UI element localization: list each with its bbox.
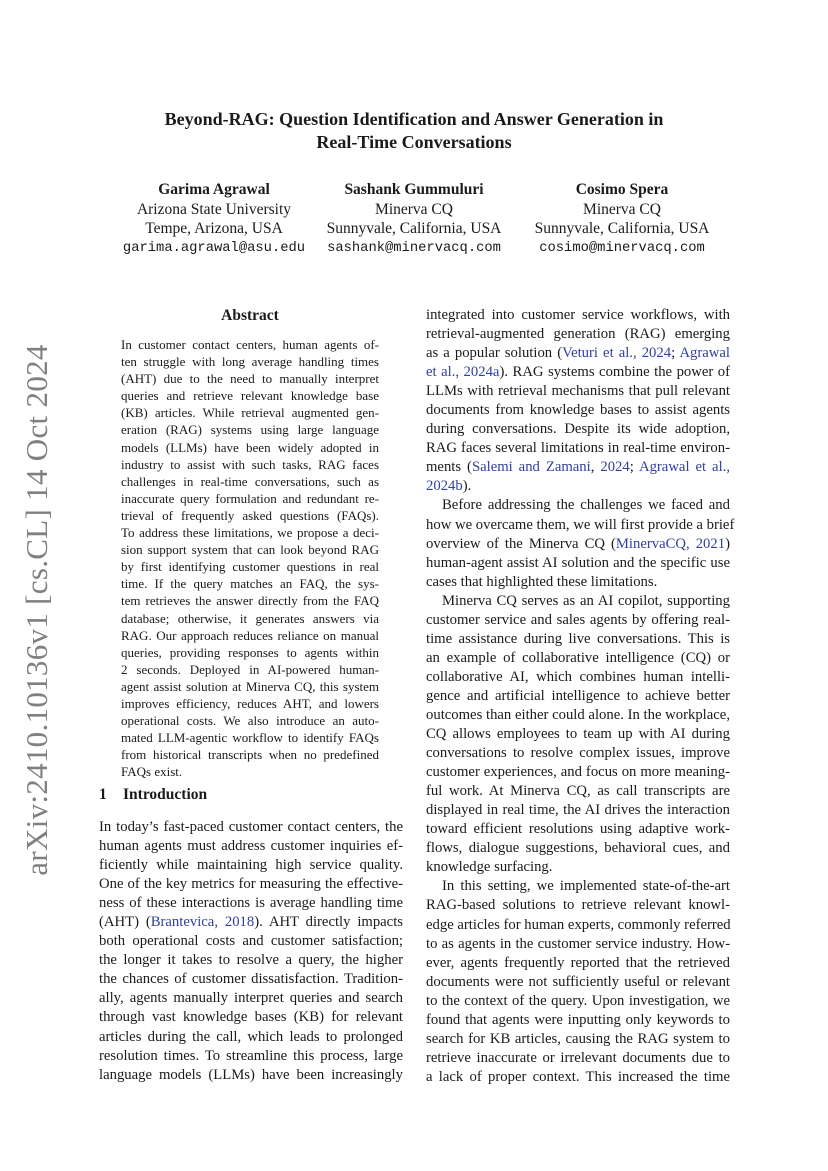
paragraph-line: documents were not sufficiently useful or relevant — [426, 973, 730, 990]
abstract-line: RAG. Our approach reduces reliance on manual — [121, 627, 379, 643]
author-affiliation: Minerva CQ — [375, 200, 453, 218]
text-run: ments ( — [426, 459, 472, 476]
abstract-line: tem retrieves the answer directly from the FAQ — [121, 593, 379, 609]
paper-title-line-1: Beyond-RAG: Question Identification and Answer Generation in — [164, 109, 664, 129]
text-run: ; — [671, 345, 680, 362]
text-run: ). — [462, 478, 472, 495]
abstract-heading: Abstract — [221, 307, 279, 324]
paragraph-line: In today’s fast-paced customer contact centers, the — [99, 819, 403, 835]
citation-link[interactable]: 2024b — [426, 478, 463, 495]
paragraph-line: customer service and sales agents by offering real- — [426, 611, 730, 628]
paragraph-line: flows, dialogue suggestions, behavioral cues, and — [426, 840, 730, 857]
abstract-line: To address these limitations, we propose a deci- — [121, 525, 379, 541]
paragraph-line: ness of these interactions is average handling time — [99, 895, 403, 912]
paragraph-line: ficiently while maintaining high service quality. — [99, 857, 403, 874]
abstract-body — [121, 336, 379, 780]
paragraph-line: In this setting, we implemented state-of-the-art — [442, 878, 730, 895]
text-run: overview of the Minerva CQ ( — [426, 535, 616, 552]
citation-link[interactable]: Salemi and Zamani — [471, 459, 591, 476]
paragraph-line — [426, 477, 730, 496]
paragraph-line: through vast knowledge bases (KB) for relevant — [99, 1009, 403, 1026]
paragraph-line — [426, 535, 730, 554]
author-email[interactable]: cosimo@minervacq.com — [539, 241, 705, 257]
paragraph-line: an example of collaborative intelligence (CQ) or — [426, 649, 730, 666]
citation-link[interactable]: Veturi et al., 2024 — [562, 345, 672, 362]
abstract-line: sion support system that can look beyond RAG — [121, 542, 379, 558]
paragraph-line: conversations to resolve complex issues, improve — [426, 745, 730, 762]
text-run: , — [590, 459, 601, 476]
paragraph-line — [99, 913, 403, 932]
paragraph-line: CQ allows employees to team up with AI during — [426, 726, 730, 743]
author-name: Cosimo Spera — [575, 181, 669, 198]
citation-link[interactable]: Agrawal — [679, 345, 731, 362]
arxiv-identifier-stamp: arXiv:2410.10136v1 [cs.CL] 14 Oct 2024 — [19, 344, 54, 876]
abstract-line: eration (RAG) systems using large language — [121, 422, 379, 438]
paragraph-line: the chances of customer dissatisfaction. Tradition- — [99, 971, 403, 988]
paragraph-line: gence and artificial intelligence to achieve better — [426, 687, 730, 704]
right-column-body — [426, 306, 735, 1087]
paper-title — [100, 108, 728, 154]
abstract-line: agent assist solution at Minerva CQ, this system — [121, 678, 379, 694]
section-heading-introduction — [99, 786, 207, 804]
abstract-line: FAQs exist. — [121, 764, 183, 780]
citation-link[interactable]: 2024 — [600, 459, 630, 476]
abstract-line: ten struggle with long average handling times — [121, 354, 379, 370]
paragraph-line: Minerva CQ serves as an AI copilot, supporting — [442, 592, 730, 609]
citation-link[interactable]: MinervaCQ, 2021 — [615, 535, 726, 552]
paragraph-line: RAG faces several limitations in real-time environ- — [426, 440, 730, 457]
abstract-line: trieval of frequently asked questions (FAQs). — [121, 507, 379, 523]
abstract-line: 2 seconds. Deployed in AI-powered human- — [121, 661, 379, 677]
text-run: ). AHT directly impacts — [254, 914, 403, 931]
abstract-line: from historical transcripts when no predefined — [121, 747, 379, 763]
paragraph-line — [426, 458, 730, 477]
paragraph-line: the longer it takes to resolve a query, the higher — [99, 952, 403, 969]
paragraph-line: both operational costs and customer satisfaction; — [99, 933, 403, 950]
abstract-line: time. If the query matches an FAQ, the sys- — [121, 576, 379, 592]
paragraph-line: outcomes than either could alone. In the workplace, — [426, 706, 730, 723]
paragraph-line: language models (LLMs) have been increasingly — [99, 1066, 403, 1083]
abstract-line: queries and retrieve relevant knowledge base — [121, 388, 379, 404]
author-name: Sashank Gummuluri — [344, 181, 484, 198]
citation-link[interactable]: Agrawal et al., — [638, 459, 730, 476]
paragraph-line — [426, 363, 730, 382]
author-block-1 — [106, 180, 322, 259]
paragraph-line: displayed in real time, the AI drives the interaction — [426, 802, 730, 819]
paragraph-line: RAG-based solutions to retrieve relevant knowl- — [426, 897, 730, 914]
paragraph-line: toward efficient resolutions using adaptive work- — [426, 821, 730, 838]
paragraph-line: to as agents in the customer service industry. How- — [426, 935, 730, 952]
paragraph-line: One of the key metrics for measuring the effective- — [99, 876, 403, 893]
paragraph-line: during conversations. Despite its wide adoption, — [426, 421, 730, 438]
abstract-line: In customer contact centers, human agents of- — [121, 337, 379, 352]
paragraph-line: human-agent assist AI solution and the specific use — [426, 554, 730, 571]
paragraph-line: customer experiences, and focus on more meaning- — [426, 764, 730, 781]
author-block-3 — [522, 180, 722, 259]
paragraph-line: collaborative AI, which combines human intelli- — [426, 668, 730, 685]
citation-link[interactable]: Brantevica, 2018 — [150, 914, 255, 931]
paragraph-line: ful work. At Minerva CQ, as call transcripts are — [426, 783, 730, 800]
abstract-line: queries, providing responses to agents within — [121, 644, 379, 660]
author-email[interactable]: garima.agrawal@asu.edu — [122, 241, 306, 257]
paragraph-line: how we overcame them, we will first provide a brief — [426, 516, 735, 533]
abstract-line: (KB) articles. While retrieval augmented gen- — [121, 405, 379, 421]
author-name: Garima Agrawal — [158, 181, 270, 198]
section-number: 1 — [99, 786, 107, 803]
abstract-line: improves efficiency, reduces AHT, and lowers — [121, 695, 379, 711]
paragraph-line: ever, agents frequently reported that the retrieved — [426, 954, 730, 971]
text-run: (AHT) ( — [99, 914, 151, 931]
paragraph-line: retrieve inaccurate or irrelevant documents due to — [426, 1049, 730, 1066]
abstract-line: database; otherwise, it generates answers via — [121, 610, 379, 626]
author-affiliation: Arizona State University — [136, 200, 292, 218]
author-location: Sunnyvale, California, USA — [326, 220, 502, 238]
author-email[interactable]: sashank@minervacq.com — [327, 241, 501, 257]
paragraph-line: resolution times. To streamline this process, large — [99, 1047, 403, 1064]
abstract-line: mated LLM-agentic workflow to identify FAQs — [121, 730, 379, 746]
paragraph-line: integrated into customer service workflows, with — [426, 307, 730, 323]
paragraph-line: Before addressing the challenges we faced and — [442, 497, 730, 514]
paragraph-line: edge articles for human experts, commonly referred — [426, 916, 731, 933]
text-run: as a popular solution ( — [426, 345, 563, 362]
paragraph-line: articles during the call, which leads to prolonged — [99, 1028, 403, 1045]
text-run: ; — [629, 459, 639, 476]
abstract-line: by first identifying customer questions in real — [121, 559, 379, 575]
author-affiliation: Minerva CQ — [583, 200, 661, 218]
abstract-line: industry to assist with such tasks, RAG faces — [121, 456, 379, 472]
paragraph-line: to the context of the query. Upon investigation, we — [426, 992, 730, 1009]
abstract-line: (AHT) due to the need to manually interpret — [121, 371, 379, 387]
paragraph-line: a lack of proper context. This increased the time — [426, 1068, 730, 1085]
paragraph-line: documents from knowledge bases to assist agents — [426, 402, 730, 419]
author-block-2 — [316, 180, 512, 259]
abstract-line: inaccurate query formulation and redundant re- — [121, 490, 379, 506]
author-location: Tempe, Arizona, USA — [145, 220, 283, 238]
abstract-line: challenges in real-time conversations, such as — [121, 473, 379, 489]
paragraph-line: LLMs with retrieval mechanisms that pull relevant — [426, 383, 730, 400]
paragraph-line: found that agents were inputting only keywords to — [426, 1011, 730, 1028]
abstract-line: models (LLMs) have been widely adopted in — [121, 439, 379, 455]
paragraph-line: knowledge surfacing. — [426, 859, 553, 876]
section-title: Introduction — [123, 786, 208, 803]
citation-link[interactable]: et al., 2024a — [426, 364, 500, 381]
text-run: ) — [725, 535, 730, 552]
abstract-line: operational costs. We also introduce an auto- — [121, 713, 379, 729]
paragraph-line: ally, agents manually interpret queries and search — [99, 990, 403, 1007]
text-run: ). RAG systems combine the power of — [499, 364, 731, 381]
paragraph-line: retrieval-augmented generation (RAG) emerging — [426, 326, 730, 343]
paragraph-line: time assistance during live conversations. This is — [426, 630, 730, 647]
introduction-body — [99, 818, 403, 1085]
author-location: Sunnyvale, California, USA — [534, 220, 710, 238]
paragraph-line — [426, 344, 730, 363]
paragraph-line: cases that highlighted these limitations. — [426, 573, 658, 590]
paragraph-line: search for KB articles, causing the RAG system to — [426, 1030, 730, 1047]
paper-title-line-2: Real-Time Conversations — [316, 132, 512, 152]
paragraph-line: human agents must address customer inquiries ef- — [99, 838, 403, 855]
